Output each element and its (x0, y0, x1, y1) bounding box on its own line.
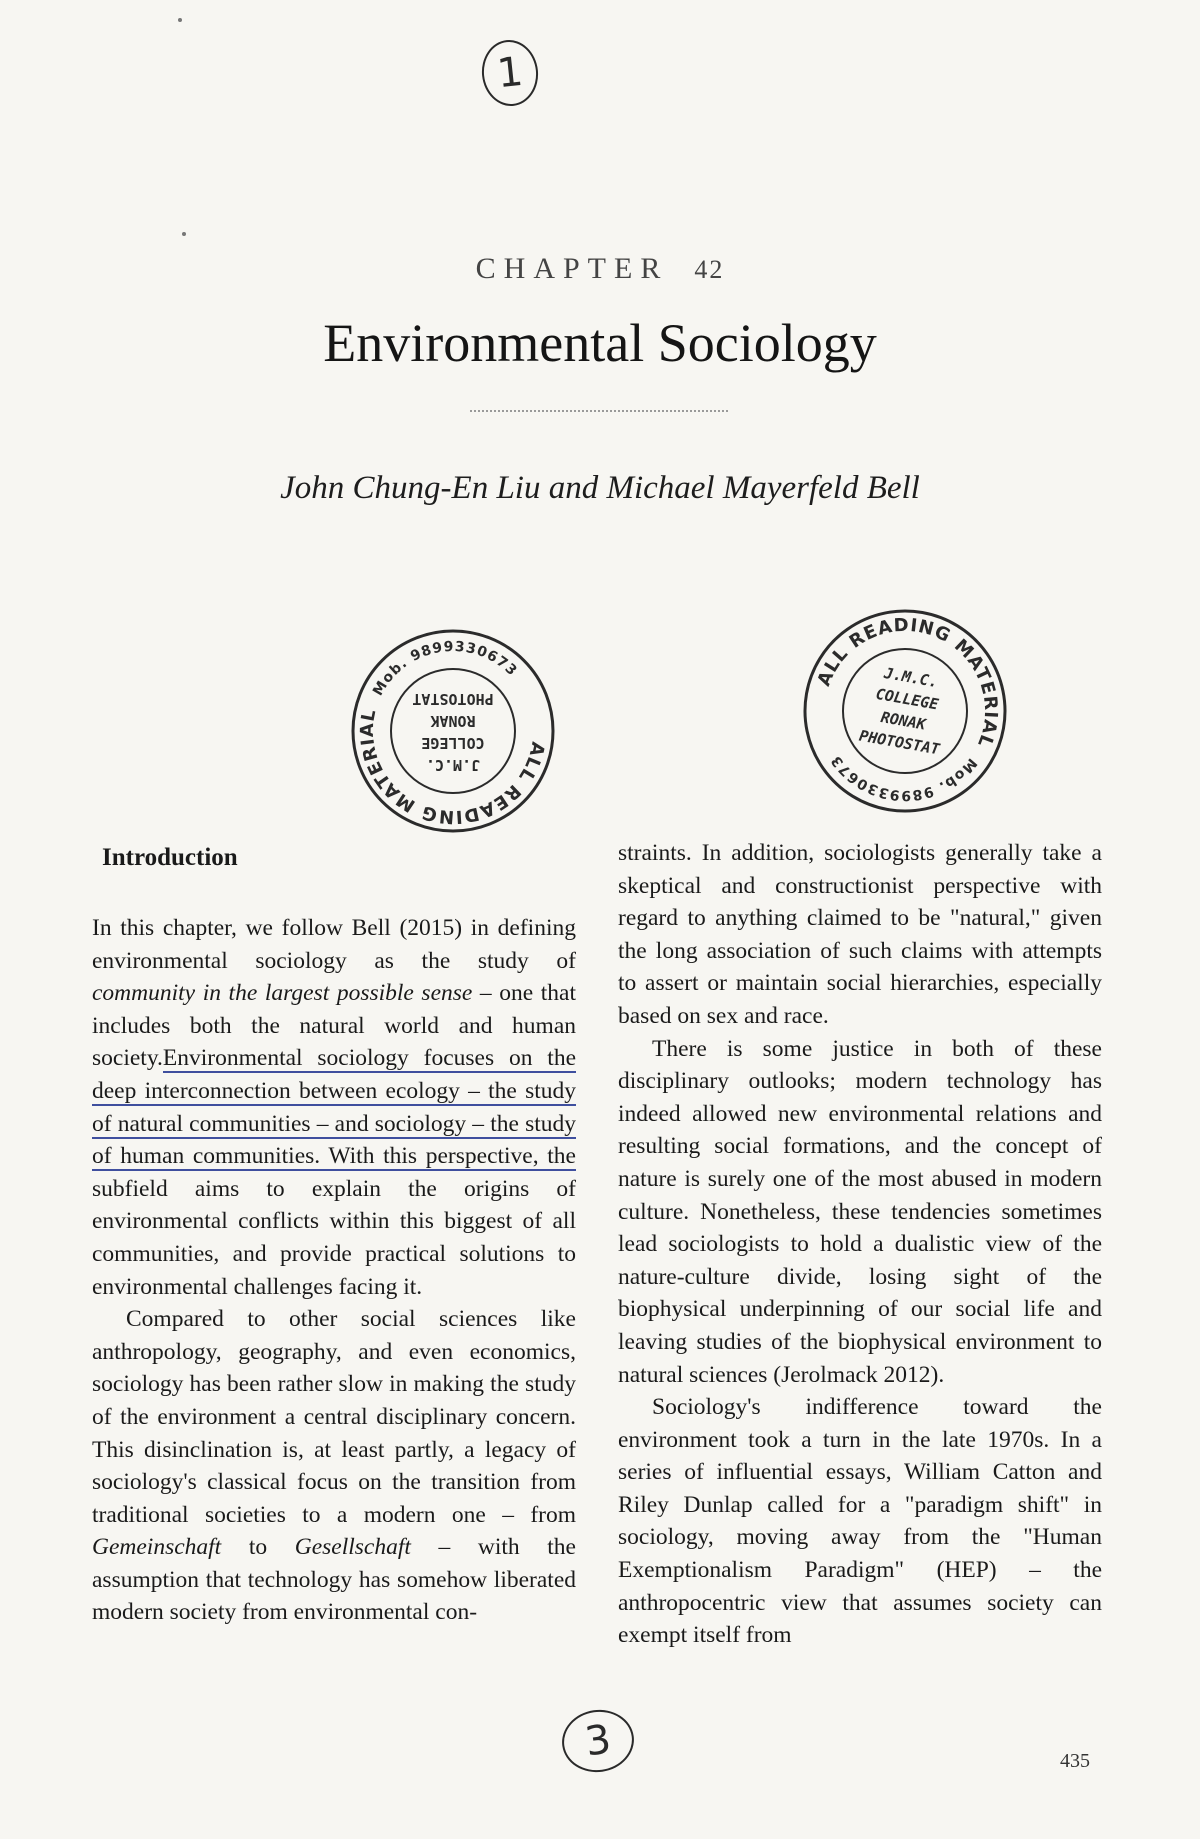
stamp-center-line: RONAK (879, 708, 928, 734)
page-number: 435 (1060, 1750, 1090, 1772)
stamp-center-line: RONAK (430, 712, 476, 730)
stamp-ring-text: ALL READING MATERIAL (813, 614, 1002, 751)
section-heading: Introduction (102, 844, 238, 871)
stamp-phone-text: Mob. 9899330673 (370, 638, 521, 699)
stamp-center-line: COLLEGE (874, 684, 940, 714)
stamp-center-line: PHOTOSTAT (412, 690, 494, 708)
handwritten-mark-text: 3 (582, 1716, 614, 1766)
text-run: Compared to other social sciences like anthropology, geography, and even economics, sociology has been rather slow in making the study of the environment a central disciplinary concern. This disinclination is, at least partly, a legacy of sociology's classical focus on the transition from traditional societies to a modern one – from (92, 1306, 576, 1528)
photostat-stamp-left (348, 626, 558, 836)
text-run: to (221, 1534, 295, 1561)
chapter-word: CHAPTER (475, 252, 669, 285)
emphasized-text: community in the largest possible sense (92, 980, 473, 1007)
paragraph: straints. In addition, sociologists generally take a skeptical and constructionist perspective with regard to anything claimed to be "natural," given the long association of such claims with attempts to assert or maintain social hierarchies, especially based on sex and race. (618, 840, 1102, 1029)
paragraph: There is some justice in both of these disciplinary outlooks; modern technology has indeed allowed new environmental relations and resulting social formations, and the concept of nature is surely one of the most abused in modern culture. Nonetheless, these tendencies sometimes lead sociologists to hold a dualistic view of the nature-culture divide, losing sight of the biophysical underpinning of our social life and leaving studies of the biophysical environment to natural sciences (Jerolmack 2012). (618, 1035, 1102, 1388)
text-column-right (618, 837, 1102, 1652)
title-divider (470, 410, 728, 412)
photostat-stamp-right (783, 589, 1026, 832)
paragraph (92, 1303, 576, 1629)
stamp-center-line: J.M.C. (425, 756, 481, 774)
text-column-left (92, 912, 576, 1629)
chapter-authors: John Chung-En Liu and Michael Mayerfeld Bell (280, 470, 920, 506)
stamp-center-line: PHOTOSTAT (857, 726, 942, 759)
text-run: In this chapter, we follow Bell (2015) in defining environmental sociology as the study of (92, 915, 576, 974)
paragraph: Sociology's indifference toward the environment took a turn in the late 1970s. In a series of influential essays, William Catton and Riley Dunlap called for a "paradigm shift" in sociology, moving away from the "Human Exemptionalism Paradigm" (HEP) – the anthropocentric view that assumes society can exempt itself from (618, 1394, 1102, 1649)
text-run: – with the assumption that technology has somehow liberated modern society from environmental con- (92, 1534, 576, 1626)
handwritten-page-mark-bottom (558, 1705, 638, 1776)
stamp-center-line: J.M.C. (882, 663, 940, 692)
paragraph (92, 912, 576, 1303)
scan-speck (182, 232, 186, 236)
emphasized-text: Gesellschaft (294, 1534, 411, 1561)
handwritten-page-mark-top (479, 37, 542, 108)
scan-speck (178, 18, 182, 22)
stamp-phone-text: Mob. 9899330673 (827, 751, 980, 804)
svg-text:ALL READING MATERIALMob. 98993 (795, 600, 1016, 819)
text-run: subfield aims to explain the origins of environmental conflicts within this biggest of all communities, and provide practical solutions to environmental challenges facing it. (92, 1175, 576, 1300)
stamp-ring-text: ALL READING MATERIAL (356, 706, 549, 828)
chapter-title: Environmental Sociology (323, 313, 877, 373)
emphasized-text: Gemeinschaft (92, 1534, 222, 1561)
pen-underlined-text: Environmental sociology focuses on the deep interconnection between ecology – the study of natural communities – and sociology – the study of human communities. With this perspective, the (92, 1045, 576, 1170)
chapter-label (0, 252, 1200, 286)
handwritten-mark-text: 1 (494, 48, 526, 98)
chapter-number: 42 (694, 255, 725, 284)
text-run: – one that includes both the natural world and human society. (92, 980, 577, 1072)
stamp-center-line: COLLEGE (421, 734, 485, 752)
